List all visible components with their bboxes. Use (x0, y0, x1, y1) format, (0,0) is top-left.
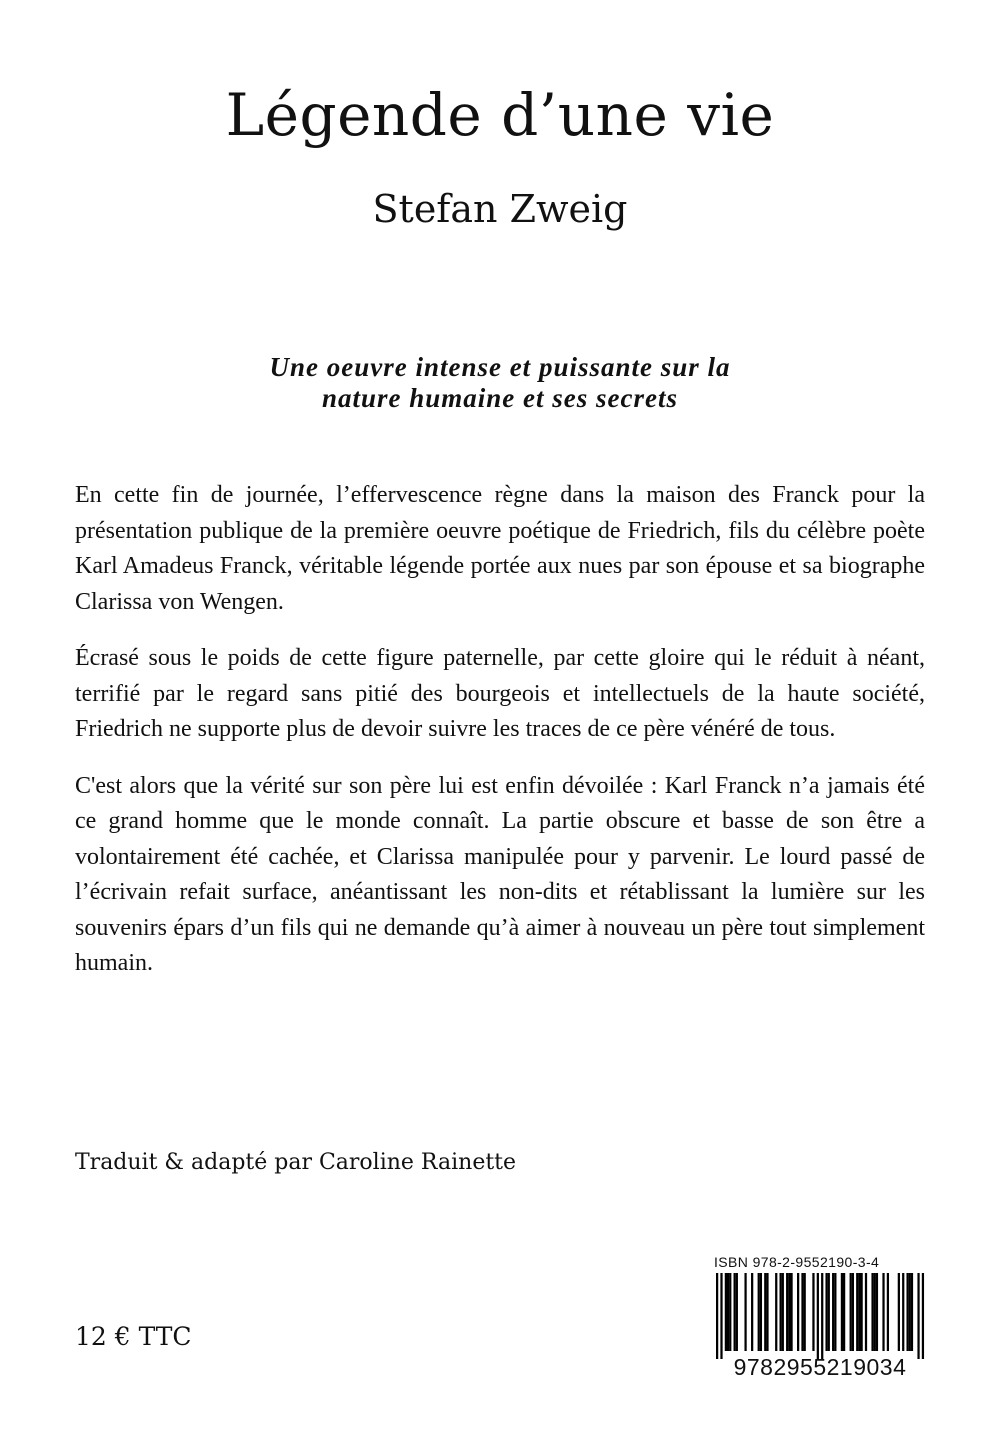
barcode-bar (821, 1273, 823, 1359)
barcode-bar (788, 1273, 790, 1351)
barcode-bar (887, 1273, 889, 1351)
tagline (150, 352, 850, 414)
isbn-digits: 9782955219034 (733, 1354, 907, 1380)
summary-paragraph-2: Écrasé sous le poids de cette figure paternelle, par cette gloire qui le réduit à néant, terrifié par le regard sans pitié des bourgeois et intellectuels de la haute société, Friedrich ne supporte plus de devoir suivre les traces de ce père vénéré de tous. (75, 645, 925, 742)
barcode-bar (725, 1273, 727, 1351)
barcode-bar (797, 1273, 799, 1351)
barcode-bar (909, 1273, 911, 1351)
barcode-bar (782, 1273, 784, 1351)
barcode-bar (744, 1273, 746, 1351)
barcode-bar (786, 1273, 788, 1351)
barcode-bar (858, 1273, 860, 1351)
barcode-bar (804, 1273, 806, 1351)
barcode-bar (841, 1273, 843, 1351)
tagline-line-2: nature humaine et ses secrets (321, 383, 679, 413)
barcode-bar (760, 1273, 762, 1351)
barcode-bar (852, 1273, 854, 1351)
barcode-bar (871, 1273, 873, 1351)
tagline-line-1: Une oeuvre intense et puissante sur la (269, 352, 731, 382)
barcode-bar (865, 1273, 867, 1351)
barcode-bar (734, 1273, 736, 1351)
barcode-bar (790, 1273, 792, 1351)
barcode-bar (720, 1273, 722, 1359)
barcode-bar (801, 1273, 803, 1351)
barcode-bar (736, 1273, 738, 1351)
barcode-bar (828, 1273, 830, 1351)
barcode-bar (882, 1273, 884, 1351)
barcode-bar (832, 1273, 834, 1351)
isbn-label: ISBN 978-2-9552190-3-4 (714, 1254, 880, 1270)
barcode-bar (779, 1273, 781, 1351)
price-label: 12 € TTC (75, 1322, 192, 1351)
barcode-block (708, 1253, 932, 1381)
barcode-bar (922, 1273, 924, 1359)
barcode-bar (716, 1273, 718, 1359)
barcode-bar (898, 1273, 900, 1351)
summary-paragraph-1: En cette fin de journée, l’effervescence règne dans la maison des Franck pour la présentation publique de la première oeuvre poétique de Friedrich, fils du célèbre poète Karl Amadeus Franck, véritable légende portée aux nues par son épouse et sa biographe Clarissa von Wengen. (75, 482, 925, 615)
barcode-bar (764, 1273, 766, 1351)
barcode-bar (876, 1273, 878, 1351)
barcode-bar (917, 1273, 919, 1359)
barcode-bar (902, 1273, 904, 1351)
barcode-bar (727, 1273, 729, 1351)
barcode-bar (850, 1273, 852, 1351)
translator-credit: Traduit & adapté par Caroline Rainette (75, 1150, 517, 1175)
barcode-bar (861, 1273, 863, 1351)
barcode-icon (708, 1273, 932, 1359)
summary-paragraph-3: C'est alors que la vérité sur son père lui est enfin dévoilée : Karl Franck n’a jamais été ce grand homme que le monde connaît. La partie obscure et basse de son être a volontairement été cachée, et Clarissa manipulée pour y parvenir. Le lourd passé de l’écrivain refait surface, anéantissant les non-dits et rétablissant la lumière sur les souvenirs épars d’un fils qui ne demande qu’à aimer à nouveau un père tout simplement humain. (75, 772, 925, 976)
barcode-bar (729, 1273, 731, 1351)
book-title: Légende d’une vie (225, 81, 775, 149)
barcode-bar (812, 1273, 814, 1351)
barcode-bar (825, 1273, 827, 1351)
barcode-bar (874, 1273, 876, 1351)
barcode-bar (834, 1273, 836, 1351)
barcode-bar (758, 1273, 760, 1351)
barcode-bar (775, 1273, 777, 1351)
barcode-bar (856, 1273, 858, 1351)
barcode-bar (911, 1273, 913, 1351)
barcode-bar (751, 1273, 753, 1351)
barcode-bar (906, 1273, 908, 1351)
barcode-bar (843, 1273, 845, 1351)
author-name: Stefan Zweig (372, 187, 628, 231)
summary-text (75, 478, 925, 1003)
barcode-bar (766, 1273, 768, 1351)
barcode-bar (817, 1273, 819, 1359)
